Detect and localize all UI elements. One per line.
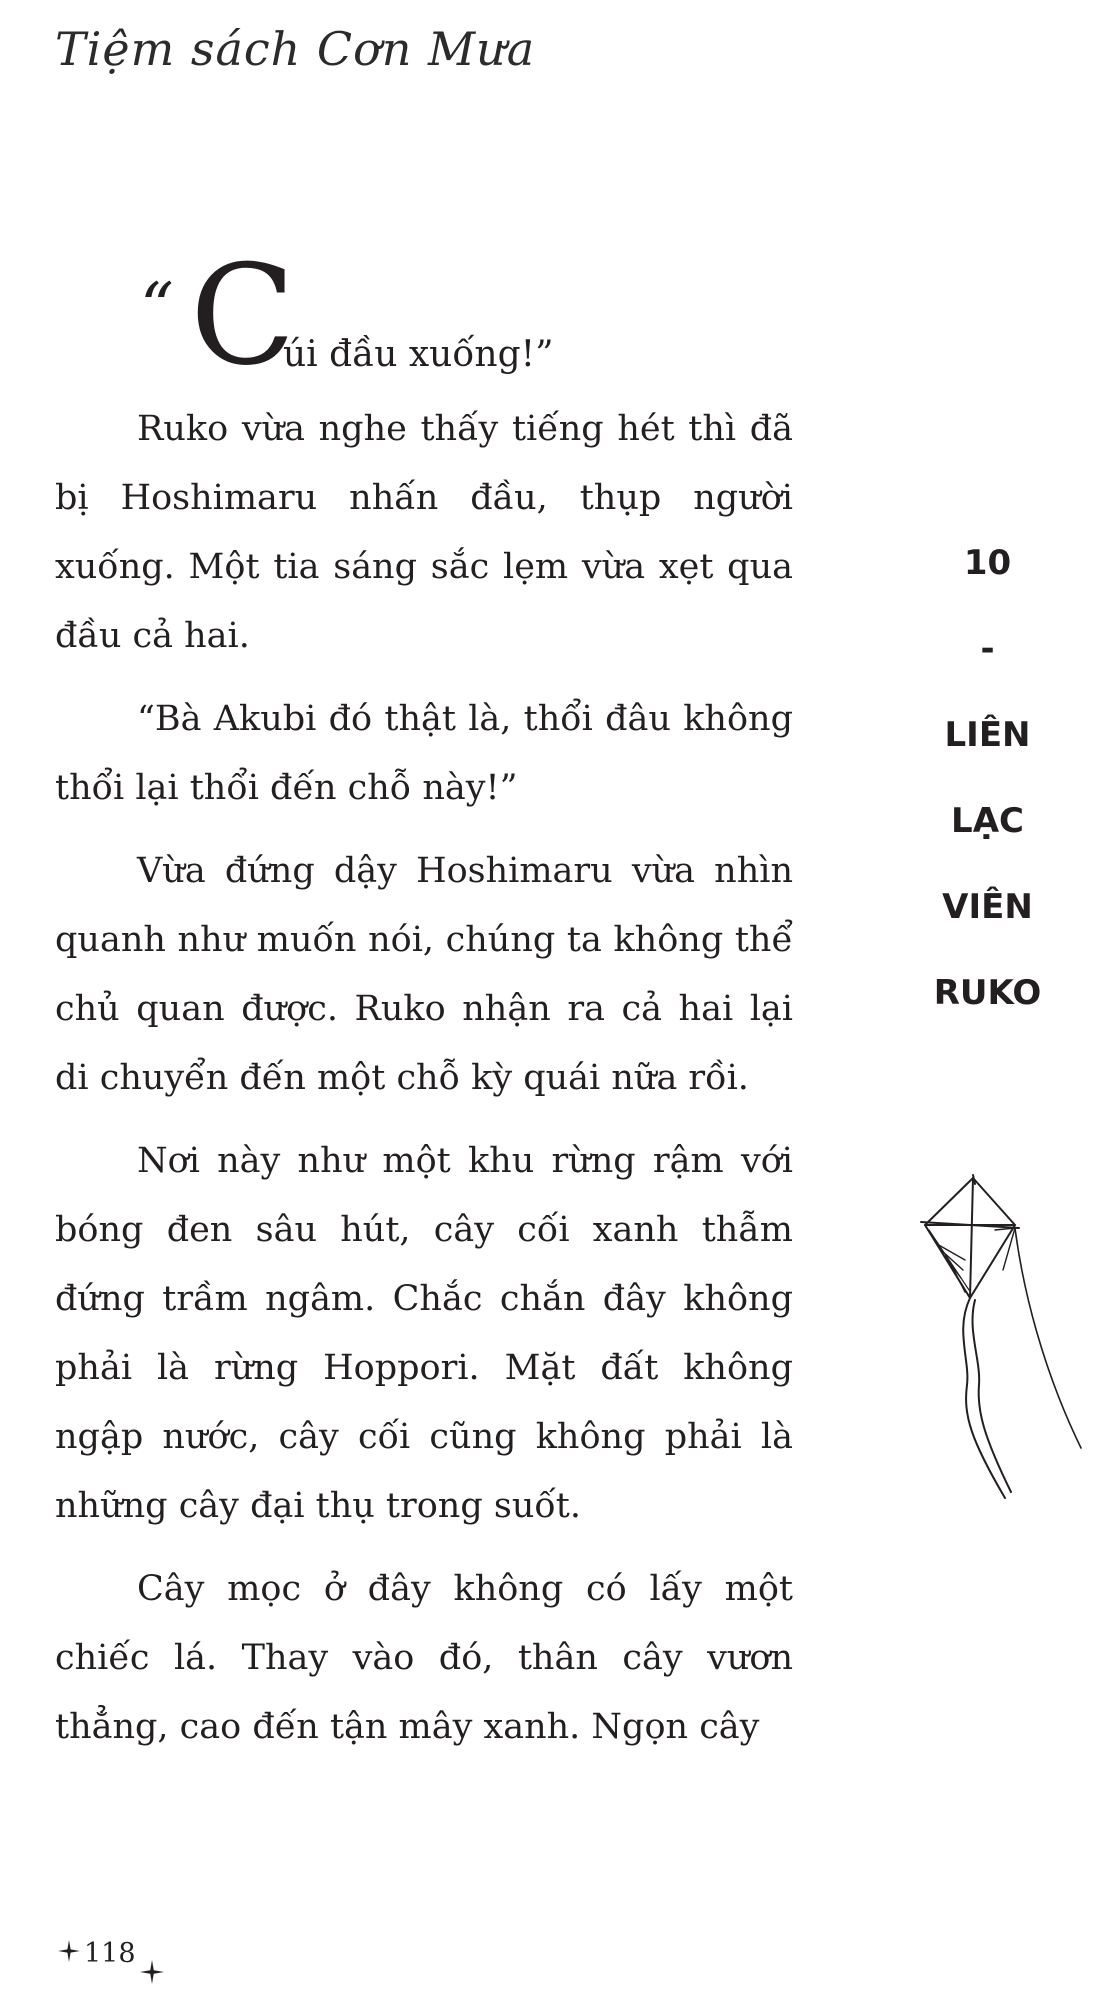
chapter-text bbox=[55, 235, 793, 1776]
chapter-title bbox=[900, 520, 1075, 1036]
paragraph: “Bà Akubi đó thật là, thổi đâu không thổi lại thổi đến chỗ này!” bbox=[55, 699, 793, 808]
chapter-title-word: VIÊN bbox=[942, 887, 1033, 927]
drop-cap: C bbox=[190, 235, 296, 396]
kite-illustration bbox=[915, 1170, 1085, 1510]
paragraph: Ruko vừa nghe thấy tiếng hét thì đã bị Hoshimaru nhấn đầu, thụp người xuống. Một tia sáng sắc lẹm vừa xẹt qua đầu cả hai. bbox=[55, 409, 793, 656]
opening-quote-mark: “ bbox=[140, 269, 174, 346]
chapter-number: 10 bbox=[963, 543, 1012, 583]
page-footer bbox=[58, 1938, 178, 1988]
chapter-title-word: RUKO bbox=[933, 973, 1042, 1013]
chapter-separator: - bbox=[980, 629, 995, 669]
opening-line-text: úi đầu xuống!” bbox=[283, 334, 554, 375]
page-number: 118 bbox=[84, 1938, 136, 1969]
paragraph: Vừa đứng dậy Hoshimaru vừa nhìn quanh như muốn nói, chúng ta không thể chủ quan được. Ruko nhận ra cả hai lại di chuyển đến một chỗ kỳ quái nữa rồi. bbox=[55, 851, 793, 1098]
opening-line bbox=[55, 235, 793, 396]
chapter-title-word: LẠC bbox=[951, 801, 1024, 841]
paragraph: Nơi này như một khu rừng rậm với bóng đen sâu hút, cây cối xanh thẫm đứng trầm ngâm. Chắc chắn đây không phải là rừng Hoppori. Mặt đất không ngập nước, cây cối cũng không phải là những cây đại thụ trong suốt. bbox=[55, 1141, 793, 1526]
running-head: Tiệm sách Cơn Mưa bbox=[55, 22, 536, 76]
chapter-title-word: LIÊN bbox=[944, 715, 1031, 755]
sparkle-icon bbox=[140, 1960, 164, 1984]
paragraph: Cây mọc ở đây không có lấy một chiếc lá. Thay vào đó, thân cây vươn thẳng, cao đến tận mây xanh. Ngọn cây bbox=[55, 1569, 793, 1747]
sparkle-icon bbox=[58, 1940, 80, 1962]
